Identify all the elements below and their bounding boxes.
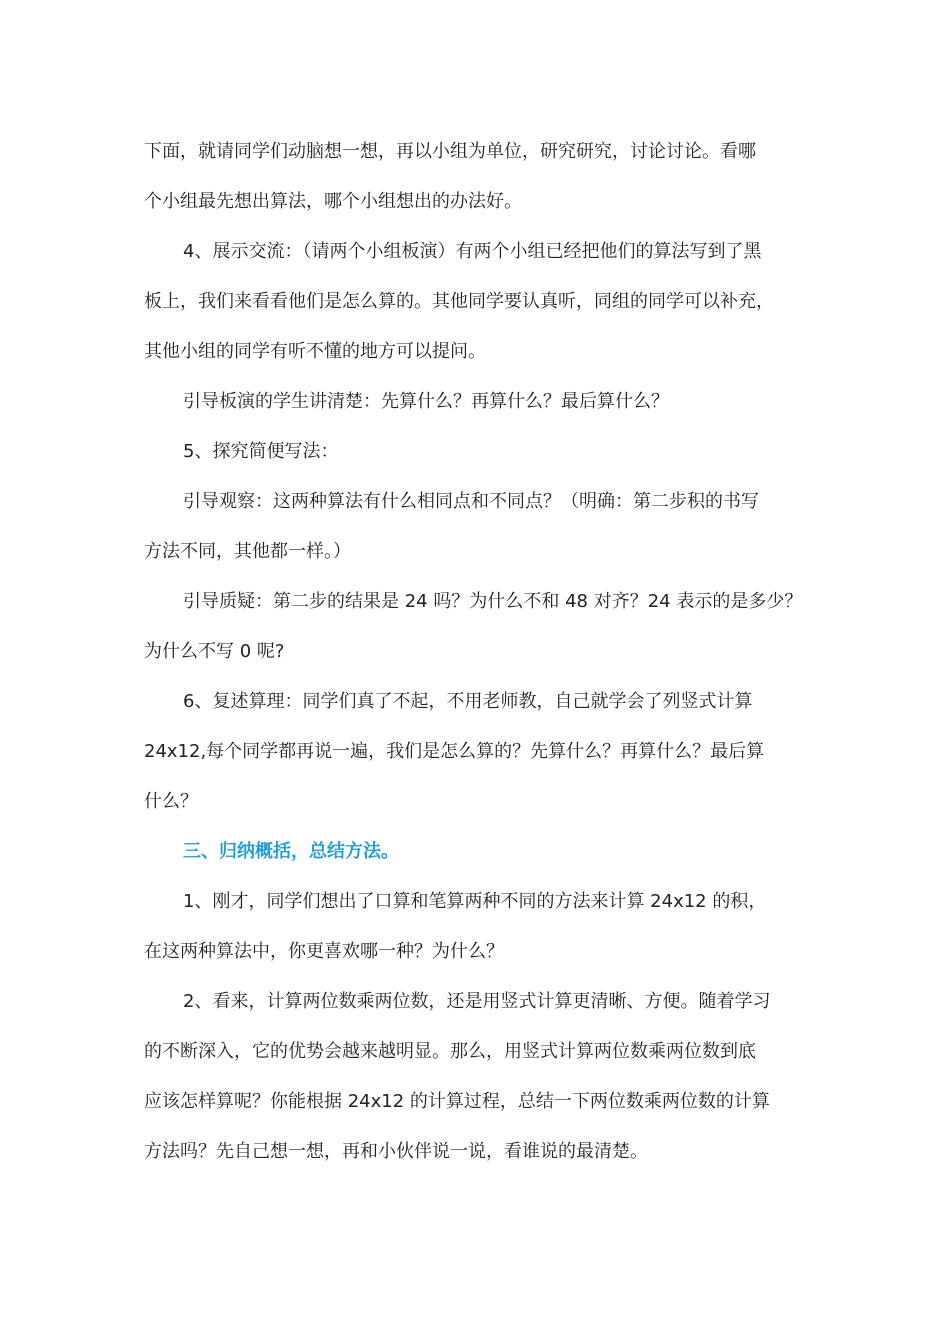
paragraph-line: 在这两种算法中，你更喜欢哪一种？为什么？ [144, 941, 504, 962]
paragraph-line: 什么？ [144, 791, 198, 812]
paragraph-line: 6、复述算理：同学们真了不起，不用老师教，自己就学会了列竖式计算 [183, 691, 753, 712]
paragraph-line: 24x12,每个同学都再说一遍，我们是怎么算的？先算什么？再算什么？最后算 [144, 741, 765, 762]
paragraph-line: 2、看来，计算两位数乘两位数，还是用竖式计算更清晰、方便。随着学习 [183, 991, 771, 1012]
paragraph-line: 引导观察：这两种算法有什么相同点和不同点？（明确：第二步积的书写 [183, 491, 759, 512]
paragraph-line: 板上，我们来看看他们是怎么算的。其他同学要认真听，同组的同学可以补充， [144, 291, 774, 312]
paragraph-line: 引导板演的学生讲清楚：先算什么？再算什么？最后算什么？ [183, 391, 669, 412]
paragraph-line: 方法不同，其他都一样。） [144, 541, 351, 562]
paragraph-line: 引导质疑：第二步的结果是 24 吗？为什么不和 48 对齐？24 表示的是多少？ [183, 591, 803, 612]
paragraph-line: 方法吗？先自己想一想，再和小伙伴说一说，看谁说的最清楚。 [144, 1141, 648, 1162]
paragraph-line: 5、探究简便写法： [183, 441, 339, 462]
paragraph-line: 1、刚才，同学们想出了口算和笔算两种不同的方法来计算 24x12 的积， [183, 891, 767, 912]
paragraph-line: 个小组最先想出算法，哪个小组想出的办法好。 [144, 191, 522, 212]
paragraph-line: 为什么不写 0 呢? [144, 641, 285, 662]
paragraph-line: 下面，就请同学们动脑想一想，再以小组为单位，研究研究，讨论讨论。看哪 [144, 141, 756, 162]
paragraph-line: 应该怎样算呢？你能根据 24x12 的计算过程，总结一下两位数乘两位数的计算 [144, 1091, 770, 1112]
paragraph-line: 其他小组的同学有听不懂的地方可以提问。 [144, 341, 486, 362]
paragraph-line: 4、展示交流：（请两个小组板演）有两个小组已经把他们的算法写到了黑 [183, 241, 762, 262]
section-heading: 三、归纳概括，总结方法。 [183, 841, 399, 862]
paragraph-line: 的不断深入，它的优势会越来越明显。那么，用竖式计算两位数乘两位数到底 [144, 1041, 756, 1062]
